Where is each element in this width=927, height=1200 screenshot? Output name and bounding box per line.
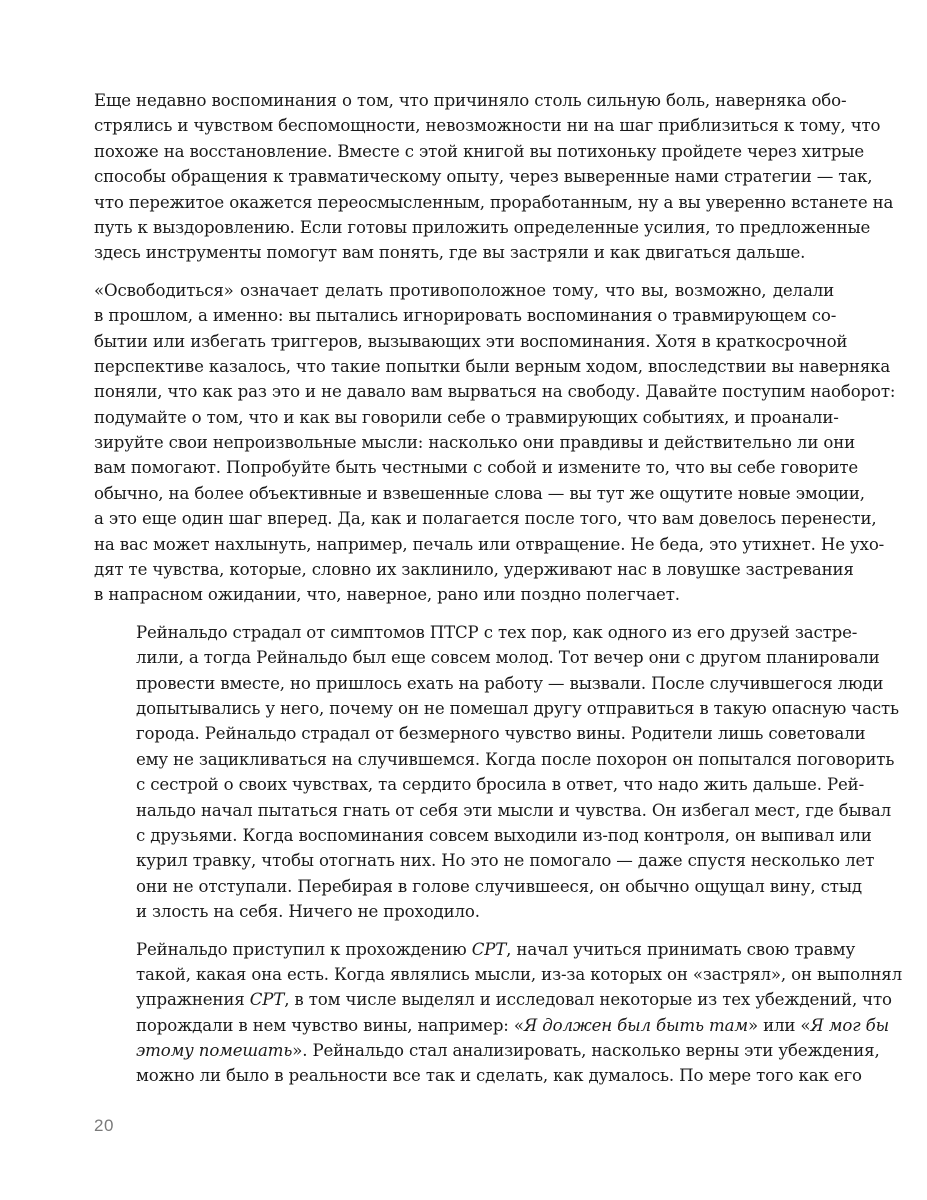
text-line: стрялись и чувством беспомощности, невозможности ни на шаг приблизиться к тому, что <box>94 116 881 136</box>
italic-quote: Я мог бы <box>810 1015 889 1035</box>
text-line: города. Рейнальдо страдал от безмерного чувство вины. Родители лишь советовали <box>136 724 866 744</box>
text-segment: , в том числе выделял и исследовал некоторые из тех убеждений, что <box>284 990 892 1010</box>
text-line: с сестрой о своих чувствах, та сердито бросила в ответ, что надо жить дальше. Рей- <box>136 775 865 795</box>
text-line <box>136 1013 889 1038</box>
text-line <box>136 987 892 1012</box>
text-line: лили, а тогда Рейнальдо был еще совсем молод. Тот вечер они с другом планировали <box>136 648 880 668</box>
paragraph-2 <box>94 278 896 608</box>
text-line: зируйте свои непроизвольные мысли: насколько они правдивы и действительно ли они <box>94 433 856 453</box>
case-story-paragraph-2 <box>136 937 902 1089</box>
text-line <box>136 1038 880 1063</box>
text-line: перспективе казалось, что такие попытки были верным ходом, впоследствии вы наверняка <box>94 356 891 376</box>
italic-quote: Я должен был быть там <box>523 1015 748 1035</box>
case-story-paragraph-1 <box>136 620 899 925</box>
italic-term: CPT <box>471 939 507 959</box>
text-line: можно ли было в реальности все так и сделать, как думалось. По мере того как его <box>136 1066 862 1086</box>
text-line: курил травку, чтобы отогнать них. Но это не помогало — даже спустя несколько лет <box>136 851 875 871</box>
text-line: ему не зацикливаться на случившемся. Когда после похорон он попытался поговорить <box>136 749 895 769</box>
text-line: Рейнальдо страдал от симптомов ПТСР с тех пор, как одного из его друзей застре- <box>136 622 858 642</box>
text-line: провести вместе, но пришлось ехать на работу — вызвали. После случившегося люди <box>136 673 884 693</box>
text-line: способы обращения к травматическому опыту, через выверенные нами стратегии — так, <box>94 167 873 187</box>
text-line: что пережитое окажется переосмысленным, проработанным, ну а вы уверенно встанете на <box>94 192 894 212</box>
text-line: «Освободиться» означает делать противоположное тому, что вы, возможно, делали <box>94 280 834 300</box>
text-line: допытывались у него, почему он не помешал другу отправиться в такую опасную часть <box>136 698 899 718</box>
text-segment: Рейнальдо приступил к прохождению <box>136 939 472 959</box>
page-body <box>94 88 902 1101</box>
text-line: а это еще один шаг вперед. Да, как и полагается после того, что вам довелось перенести, <box>94 509 877 529</box>
text-line: и злость на себя. Ничего не проходило. <box>136 902 480 922</box>
text-line: нальдо начал пытаться гнать от себя эти мысли и чувства. Он избегал мест, где бывал <box>136 800 891 820</box>
text-line: вам помогают. Попробуйте быть честными с собой и измените то, что вы себе говорите <box>94 458 859 478</box>
text-segment: , начал учиться принимать свою травму <box>506 939 856 959</box>
text-line: они не отступали. Перебирая в голове случившееся, он обычно ощущал вину, стыд <box>136 876 862 896</box>
page-number: 20 <box>94 1116 114 1135</box>
italic-term: CPT <box>249 990 285 1010</box>
text-segment: » или « <box>747 1015 811 1035</box>
text-line: подумайте о том, что и как вы говорили себе о травмирующих событиях, и проанали- <box>94 407 839 427</box>
text-line: поняли, что как раз это и не давало вам вырваться на свободу. Давайте поступим наоборот: <box>94 382 896 402</box>
text-line: здесь инструменты помогут вам понять, где вы застряли и как двигаться дальше. <box>94 243 806 263</box>
text-segment: ». Рейнальдо стал анализировать, насколько верны эти убеждения, <box>292 1041 880 1061</box>
text-line <box>136 937 856 962</box>
text-segment: упражнения <box>136 990 250 1010</box>
text-line: путь к выздоровлению. Если готовы приложить определенные усилия, то предложенные <box>94 217 871 237</box>
text-line: похоже на восстановление. Вместе с этой книгой вы потихоньку пройдете через хитрые <box>94 141 865 161</box>
text-line: Еще недавно воспоминания о том, что причиняло столь сильную боль, наверняка обо- <box>94 91 847 110</box>
text-line: на вас может нахлынуть, например, печаль или отвращение. Не беда, это утихнет. Не ухо- <box>94 534 885 554</box>
text-line: такой, какая она есть. Когда являлись мысли, из-за которых он «застрял», он выполнял <box>136 964 902 984</box>
text-line: дят те чувства, которые, словно их заклинило, удерживают нас в ловушке застревания <box>94 560 854 580</box>
text-line: обычно, на более объективные и взвешенные слова — вы тут же ощутите новые эмоции, <box>94 483 865 503</box>
italic-quote: этому помешать <box>136 1041 293 1061</box>
text-line: в прошлом, а именно: вы пытались игнорировать воспоминания о травмирующем со- <box>94 306 837 326</box>
paragraph-1 <box>94 88 894 266</box>
text-line: бытии или избегать триггеров, вызывающих эти воспоминания. Хотя в краткосрочной <box>94 331 848 351</box>
text-segment: порождали в нем чувство вины, например: « <box>136 1015 524 1035</box>
text-line: с друзьями. Когда воспоминания совсем выходили из-под контроля, он выпивал или <box>136 825 872 845</box>
text-line: в напрасном ожидании, что, наверное, рано или поздно полегчает. <box>94 585 680 605</box>
